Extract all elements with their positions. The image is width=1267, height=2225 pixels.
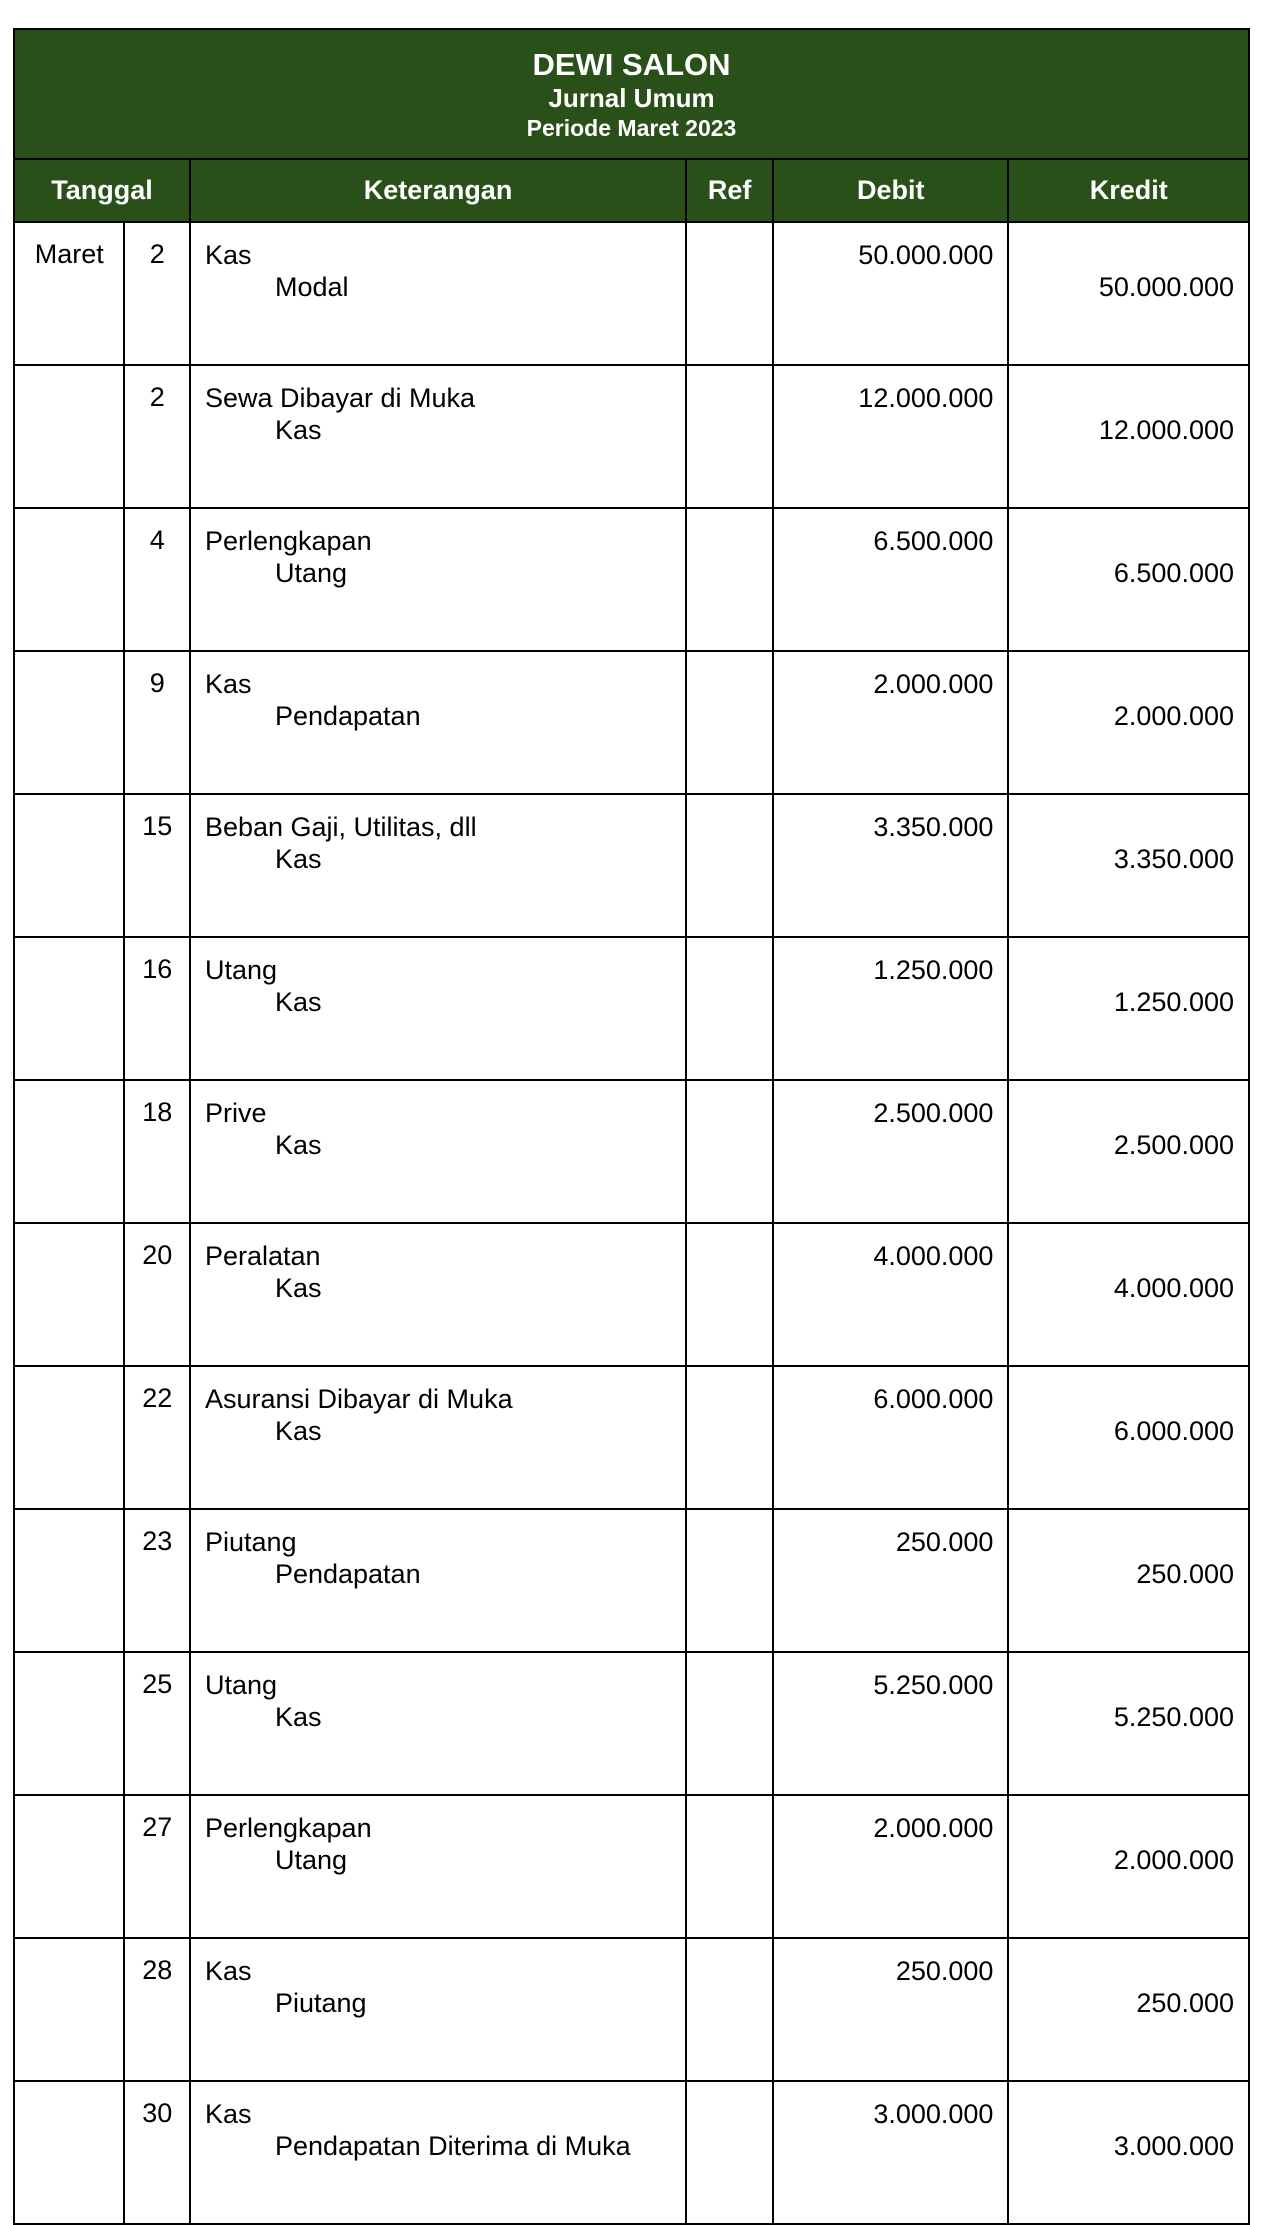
entry-month [14,794,124,937]
journal-entry-row [14,1366,1249,1509]
entry-description [190,2081,686,2224]
entry-ref [686,1509,773,1652]
entry-month [14,2081,124,2224]
entry-description [190,1795,686,1938]
entry-description [190,1366,686,1509]
debit-account-name: Beban Gaji, Utilitas, dll [204,812,477,842]
entry-description [190,1938,686,2081]
column-header-ref: Ref [686,159,773,222]
company-name: DEWI SALON [532,46,731,82]
entry-description [190,1652,686,1795]
entry-day: 16 [124,937,189,1080]
journal-title: Jurnal Umum [548,82,715,113]
credit-account-name: Piutang [274,1988,367,2018]
journal-entry-row [14,1652,1249,1795]
entry-credit-amount: 2.000.000 [1008,1795,1249,1938]
entry-month [14,1938,124,2081]
entry-day: 30 [124,2081,189,2224]
credit-account-name: Kas [274,1416,322,1446]
credit-account-name: Kas [274,1702,322,1732]
entry-ref [686,1366,773,1509]
entry-ref [686,1938,773,2081]
entry-description [190,651,686,794]
debit-account-name: Sewa Dibayar di Muka [204,383,476,413]
entry-month [14,1509,124,1652]
entry-month [14,1652,124,1795]
debit-account-name: Kas [204,669,252,699]
entry-description [190,222,686,365]
journal-entry-row [14,222,1249,365]
entry-month [14,1366,124,1509]
entry-credit-amount: 50.000.000 [1008,222,1249,365]
entry-month [14,651,124,794]
entry-debit-amount: 6.000.000 [773,1366,1008,1509]
journal-entry-row [14,1795,1249,1938]
debit-account-name: Asuransi Dibayar di Muka [204,1384,513,1414]
entry-credit-amount: 3.350.000 [1008,794,1249,937]
journal-entry-row [14,1938,1249,2081]
journal-entries [14,222,1249,2224]
credit-account-name: Utang [274,1845,348,1875]
entry-month [14,1080,124,1223]
debit-account-name: Peralatan [204,1241,321,1271]
entry-debit-amount: 2.500.000 [773,1080,1008,1223]
journal-period: Periode Maret 2023 [526,114,737,141]
entry-day: 2 [124,365,189,508]
journal-table [13,28,1250,2225]
debit-account-name: Piutang [204,1527,297,1557]
credit-account-name: Kas [274,1130,322,1160]
entry-description [190,794,686,937]
entry-ref [686,1080,773,1223]
entry-debit-amount: 3.350.000 [773,794,1008,937]
entry-ref [686,794,773,937]
credit-account-name: Pendapatan [274,701,421,731]
entry-debit-amount: 4.000.000 [773,1223,1008,1366]
entry-debit-amount: 6.500.000 [773,508,1008,651]
entry-debit-amount: 5.250.000 [773,1652,1008,1795]
entry-day: 28 [124,1938,189,2081]
debit-account-name: Kas [204,240,252,270]
debit-account-name: Perlengkapan [204,526,372,556]
entry-ref [686,508,773,651]
entry-ref [686,2081,773,2224]
entry-month [14,1795,124,1938]
entry-credit-amount: 2.000.000 [1008,651,1249,794]
entry-description [190,1509,686,1652]
journal-entry-row [14,1080,1249,1223]
column-header-description: Keterangan [190,159,686,222]
entry-credit-amount: 6.000.000 [1008,1366,1249,1509]
entry-description [190,1080,686,1223]
entry-debit-amount: 3.000.000 [773,2081,1008,2224]
entry-month [14,1223,124,1366]
journal-entry-row [14,1509,1249,1652]
journal-entry-row [14,794,1249,937]
debit-account-name: Utang [204,955,278,985]
entry-debit-amount: 250.000 [773,1509,1008,1652]
entry-credit-amount: 3.000.000 [1008,2081,1249,2224]
entry-ref [686,937,773,1080]
entry-ref [686,1652,773,1795]
credit-account-name: Utang [274,558,348,588]
entry-debit-amount: 2.000.000 [773,651,1008,794]
column-header-date: Tanggal [14,159,190,222]
entry-day: 22 [124,1366,189,1509]
entry-day: 15 [124,794,189,937]
entry-ref [686,651,773,794]
entry-credit-amount: 6.500.000 [1008,508,1249,651]
entry-debit-amount: 250.000 [773,1938,1008,2081]
credit-account-name: Kas [274,844,322,874]
entry-month [14,508,124,651]
entry-month [14,365,124,508]
entry-credit-amount: 12.000.000 [1008,365,1249,508]
entry-debit-amount: 1.250.000 [773,937,1008,1080]
entry-credit-amount: 250.000 [1008,1509,1249,1652]
entry-debit-amount: 12.000.000 [773,365,1008,508]
journal-title-block [14,29,1249,159]
entry-month: Maret [14,222,124,365]
credit-account-name: Pendapatan Diterima di Muka [274,2131,631,2161]
entry-credit-amount: 1.250.000 [1008,937,1249,1080]
journal-entry-row [14,508,1249,651]
debit-account-name: Utang [204,1670,278,1700]
journal-entry-row [14,1223,1249,1366]
column-header-credit: Kredit [1008,159,1249,222]
column-header-row [14,159,1249,222]
entry-credit-amount: 2.500.000 [1008,1080,1249,1223]
credit-account-name: Kas [274,987,322,1017]
entry-debit-amount: 50.000.000 [773,222,1008,365]
entry-month [14,937,124,1080]
entry-description [190,937,686,1080]
credit-account-name: Kas [274,1273,322,1303]
entry-description [190,1223,686,1366]
credit-account-name: Kas [274,415,322,445]
journal-entry-row [14,2081,1249,2224]
entry-credit-amount: 4.000.000 [1008,1223,1249,1366]
entry-day: 9 [124,651,189,794]
entry-day: 27 [124,1795,189,1938]
debit-account-name: Kas [204,1956,252,1986]
entry-day: 18 [124,1080,189,1223]
entry-day: 20 [124,1223,189,1366]
journal-entry-row [14,651,1249,794]
column-header-debit: Debit [773,159,1008,222]
entry-credit-amount: 5.250.000 [1008,1652,1249,1795]
entry-ref [686,222,773,365]
debit-account-name: Kas [204,2099,252,2129]
debit-account-name: Perlengkapan [204,1813,372,1843]
entry-ref [686,1223,773,1366]
entry-day: 23 [124,1509,189,1652]
entry-ref [686,365,773,508]
credit-account-name: Modal [274,272,349,302]
entry-description [190,508,686,651]
entry-ref [686,1795,773,1938]
entry-debit-amount: 2.000.000 [773,1795,1008,1938]
journal-entry-row [14,937,1249,1080]
credit-account-name: Pendapatan [274,1559,421,1589]
entry-day: 4 [124,508,189,651]
entry-day: 2 [124,222,189,365]
entry-credit-amount: 250.000 [1008,1938,1249,2081]
debit-account-name: Prive [204,1098,267,1128]
entry-day: 25 [124,1652,189,1795]
journal-entry-row [14,365,1249,508]
entry-description [190,365,686,508]
